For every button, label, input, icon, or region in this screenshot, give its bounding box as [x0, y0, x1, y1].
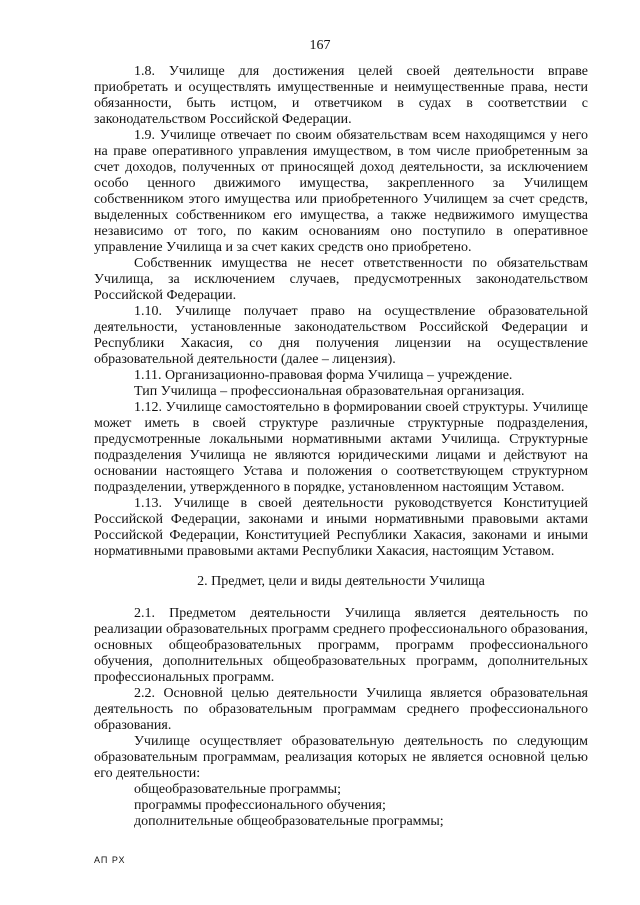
paragraph-1-10: 1.10. Училище получает право на осуществление образовательной деятельности, установленные законодательством Российской Федерации и Республики Хакасия, со дня получения лицензии на осуществление образовательной деятельности (далее – лицензия). — [94, 304, 588, 367]
page-number: 167 — [309, 38, 331, 53]
document-body — [94, 64, 588, 830]
paragraph-1-8: 1.8. Училище для достижения целей своей деятельности вправе приобретать и осуществлять имущественные и неимущественные права, нести обязанности, быть истцом, и ответчиком в судах в соответствии с законодательством Российской Федерации. — [94, 64, 588, 127]
paragraph-2-2: 2.2. Основной целью деятельности Училища является образовательная деятельность по образовательным программам среднего профессионального образования. — [94, 686, 588, 733]
paragraph-1-9: 1.9. Училище отвечает по своим обязательствам всем находящимся у него на праве оперативного управления имуществом, в том числе приобретенным за счет доходов, полученных от приносящей доход деятельности, за исключением особо ценного движимого имущества, закрепленного за Училищем собственником этого имущества или приобретенного Училищем за счет средств, выделенных собственником его имущества, а также недвижимого имущества независимо от того, по каким основаниям оно поступило в оперативное управление Училища и за счет каких средств оно приобретено. — [94, 128, 588, 255]
archive-stamp-mark: АП РХ — [94, 855, 126, 865]
paragraph-owner-liability: Собственник имущества не несет ответственности по обязательствам Училища, за исключением случаев, предусмотренных законодательством Российской Федерации. — [94, 256, 588, 303]
list-item: общеобразовательные программы; — [134, 782, 341, 797]
paragraph-1-11: 1.11. Организационно-правовая форма Училища – учреждение. — [134, 368, 513, 383]
paragraph-2-1: 2.1. Предметом деятельности Училища является деятельность по реализации образовательных программ среднего профессионального образования, основных общеобразовательных программ, программ профессионального обучения, дополнительных общеобразовательных программ, дополнительных профессиональных программ. — [94, 606, 588, 685]
list-item: дополнительные общеобразовательные программы; — [134, 814, 444, 829]
paragraph-1-12: 1.12. Училище самостоятельно в формировании своей структуры. Училище может иметь в своей структуре различные структурные подразделения, предусмотренные локальными нормативными актами Училища. Структурные подразделения Училища не являются юридическими лицами и действуют на основании настоящего Устава и положения о соответствующем структурном подразделении, утвержденного в порядке, установленном настоящим Уставом. — [94, 400, 588, 495]
section-heading: 2. Предмет, цели и виды деятельности Училища — [197, 574, 485, 589]
paragraph-additional-programs: Училище осуществляет образовательную деятельность по следующим образовательным программам, реализация которых не является основной целью его деятельности: — [94, 734, 588, 781]
paragraph-1-13: 1.13. Училище в своей деятельности руководствуется Конституцией Российской Федерации, законами и иными нормативными правовыми актами Российской Федерации, Конституцией Республики Хакасия, законами и иными нормативными правовыми актами Республики Хакасия, настоящим Уставом. — [94, 496, 588, 559]
list-item: программы профессионального обучения; — [134, 798, 386, 813]
paragraph-school-type: Тип Училища – профессиональная образовательная организация. — [134, 384, 525, 399]
